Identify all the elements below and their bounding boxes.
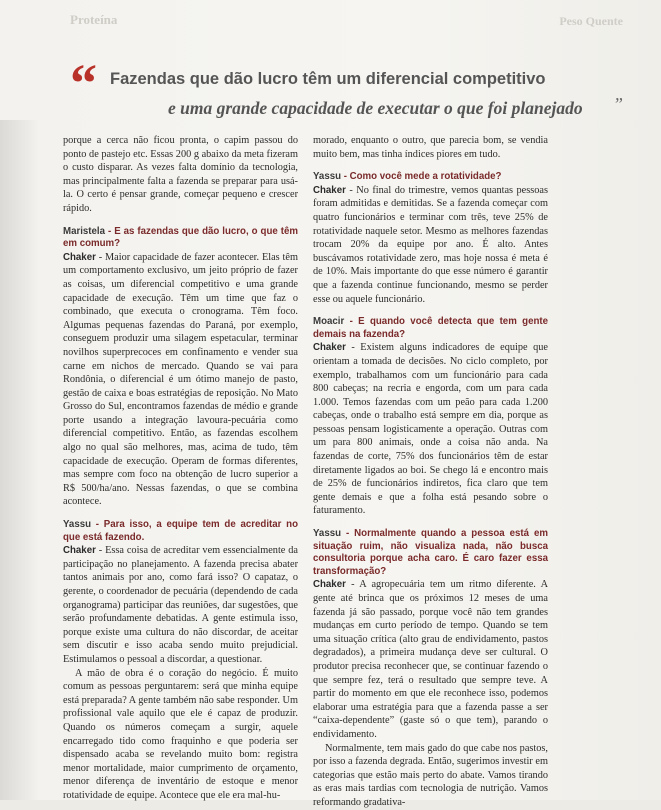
page-gutter-shadow [0, 120, 40, 800]
question-text: - Normalmente quando a pessoa está em situação ruim, não visualiza nada, não busca consultoria porque acha caro. É caro fazer essa transformação? [313, 528, 548, 577]
body-paragraph: Normalmente, tem mais gado do que cabe nos pastos, por isso a fazenda degrada. Então, sugerimos investir em categorias que estão mais perto do abate. Vamos tirando as eras mais tardias com tecnologia de nutrição. Vamos reformando gradativa- [313, 742, 548, 808]
bleed-through-right: Peso Quente [559, 14, 623, 28]
answer-text: - No final do trimestre, vemos quantas pessoas foram admitidas e demitidas. Se a fazenda começar com quatro funcionários e terminar com três, teve 25% de rotatividade naquele setor. Mesmo as melhores fazendas trocam 20% da equipe por ano. É alto. Antes buscávamos rotatividade zero, mas hoje nossa é meta é de 10%. Mais importante do que esse número é garantir que a fazenda continue funcionando, mesmo se perder esse ou aquele funcionário. [313, 184, 548, 305]
interview-question [63, 226, 298, 251]
open-quote-mark: “ [70, 53, 97, 113]
speaker-name: Chaker [63, 545, 96, 557]
interview-question [313, 528, 548, 578]
body-paragraph: A mão de obra é o coração do negócio. É muito comum as pessoas perguntarem: será que minha equipe está preparada? A gente também não sabe responder. Um profissional vale aquilo que ele é capaz de produzir. Quando os números começam a surgir, aquele encarregado tido como fraquinho e que poderia ser dispensado acaba se revelando muito bom: registra menor mortalidade, maior cumprimento de orçamento, menor diferença de inventário de estoque e menor rotatividade de equipe. Acontece que ele era mal-hu- [63, 667, 298, 801]
interview-answer [63, 251, 298, 509]
answer-text: - Existem alguns indicadores de equipe que orientam a tomada de decisões. No ciclo completo, por exemplo, trabalhamos com um funcionário para cada 800 cabeças; na recria e engorda, com um para cada 1.000. Temos fazendas com um peão para cada 1.200 cabeças, onde o trabalho está sempre em dia, porque as pessoas pensam logisticamente a operação. Outras com um para 800 animais, onde a coisa não anda. Na fazendas de corte, 75% dos funcionários têm de estar diretamente ligados ao boi. Se chego lá e encontro mais de 25% de funcionários indiretos, fica claro que tem gente demais e que a folha está pesando sobre o faturamento. [313, 342, 548, 517]
body-paragraph: porque a cerca não ficou pronta, o capim passou do ponto de pastejo etc. Essas 200 g abaixo da meta fizeram o custo disparar. As vezes falta domínio da tecnologia, mas principalmente falta a fazenda se preparar para usá-la. O certo é pensar grande, começar pequeno e crescer rápido. [63, 135, 298, 214]
body-paragraph: morado, enquanto o outro, que parecia bom, se vendia muito bem, mas tinha índices piores em tudo. [313, 135, 548, 160]
bleed-through-left: Proteína [70, 12, 118, 27]
speaker-name: Chaker [313, 342, 346, 354]
right-text-column [313, 134, 548, 810]
answer-text: - Maior capacidade de fazer acontecer. Elas têm um comportamento exclusivo, um jeito próprio de fazer as coisas, um diferencial competitivo e uma grande capacidade de execução. Têm um time que faz o combinado, que executa o cronograma. Têm foco. Algumas pequenas fazendas do Paraná, por exemplo, conseguem produzir uma silagem espetacular, terminar novilhos superprecoces em confinamento e vender sua carne em nichos de mercado. Quando se vai para Rondônia, o diferencial é um ótimo manejo de pasto, gestão de caixa e boas estratégias de reposição. No Mato Grosso do Sul, encontramos fazendas de médio e grande porte usando a integração lavoura-pecuária como diferencial competitivo. Então, as fazendas escolhem algo no qual são melhores, mas, acima de tudo, têm capacidade de execução. Operam de formas diferentes, mas sempre com foco na obtenção de lucro superior a R$ 500/ha/ano. Nessas fazendas, o que se combina acontece. [63, 251, 298, 508]
speaker-name: Chaker [63, 251, 96, 263]
answer-text: - Essa coisa de acreditar vem essencialmente da participação no planejamento. A fazenda precisa abater tantos animais por ano, como fará isso? O capataz, o gerente, o coordenador de pecuária (dependendo de cada organograma) participar das reuniões, dar sugestões, que serão profundamente debatidas. A gente estimula isso, porque existe uma cultura do não discordar, de aceitar sem discutir e isso acaba sendo muito prejudicial. Estimulamos o pessoal a discordar, a questionar. [63, 545, 298, 665]
speaker-name: Yassu [313, 528, 342, 540]
interview-question [63, 519, 298, 544]
answer-text: - A agropecuária tem um ritmo diferente. A gente até brinca que os próximos 12 meses de uma fazenda já são passado, porque você não tem grandes mudanças em curto período de tempo. Quando se tem uma situação crítica (alto grau de endividamento, pastos degradados), a primeira mudança deve ser cultural. O produtor precisa reconhecer que, se continuar fazendo o que sempre fez, terá o resultado que sempre teve. A partir do momento em que ele reconhece isso, podemos elaborar uma estratégia para que a fazenda passe a ser “caixa-dependente” (gaste só o que tem), parando o endividamento. [313, 579, 548, 740]
question-text: - Como você mede a rotatividade? [341, 171, 502, 183]
left-text-column [63, 134, 298, 803]
question-text: - E as fazendas que dão lucro, o que têm em comum? [63, 225, 298, 250]
interview-answer [313, 341, 548, 518]
question-text: - E quando você detecta que tem gente demais na fazenda? [313, 316, 548, 340]
speaker-name: Chaker [313, 184, 346, 196]
pull-quote-line-1: Fazendas que dão lucro têm um diferencial competitivo [110, 70, 546, 88]
speaker-name: Maristela [63, 225, 105, 237]
speaker-name: Yassu [63, 519, 92, 531]
speaker-name: Moacir [313, 316, 345, 328]
interview-question [313, 316, 548, 341]
question-text: - Para isso, a equipe tem de acreditar no que está fazendo. [63, 519, 298, 543]
close-quote-mark: ” [613, 94, 624, 114]
pull-quote-line-2: e uma grande capacidade de executar o que foi planejado [168, 98, 583, 118]
interview-answer [313, 184, 548, 306]
speaker-name: Yassu [313, 171, 342, 183]
speaker-name: Chaker [313, 579, 346, 591]
interview-answer [63, 544, 298, 666]
interview-question [313, 171, 548, 184]
interview-answer [313, 578, 548, 741]
